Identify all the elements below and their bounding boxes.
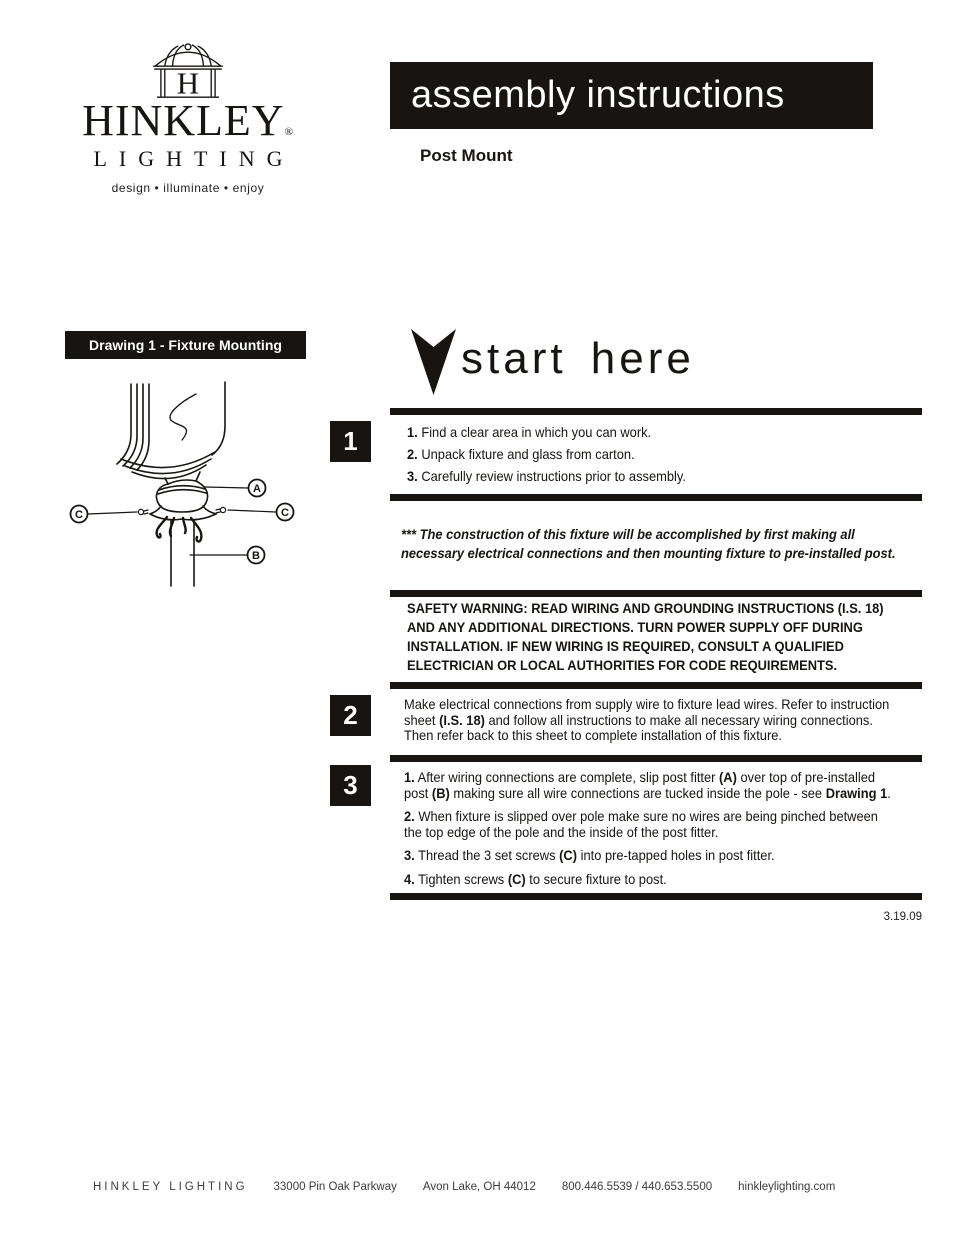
step2-line: Then refer back to this sheet to complete installation of this fixture. bbox=[404, 727, 783, 743]
set-screw-right bbox=[220, 507, 225, 512]
footer-city: Avon Lake, OH 44012 bbox=[422, 1181, 536, 1193]
revision-date: 3.19.09 bbox=[883, 911, 922, 923]
footer bbox=[93, 1181, 873, 1193]
footer-brand: HINKLEY LIGHTING bbox=[93, 1181, 248, 1193]
step1-item: 3. Carefully review instructions prior to assembly. bbox=[407, 468, 686, 484]
drawing-label: Drawing 1 - Fixture Mounting bbox=[65, 331, 306, 359]
step3-line: 1. After wiring connections are complete, slip post fitter (A) over top of pre-installed bbox=[404, 769, 876, 785]
hinkley-logo bbox=[68, 42, 308, 195]
logo-brand bbox=[68, 96, 308, 145]
construction-note bbox=[401, 525, 896, 562]
step3-line: the top edge of the pole and the inside of the post fitter. bbox=[404, 823, 719, 840]
safety-line: ELECTRICIAN OR LOCAL AUTHORITIES FOR CODE REQUIREMENTS. bbox=[407, 657, 838, 673]
step3-item bbox=[404, 770, 891, 801]
step3-line: post (B) making sure all wire connections are tucked inside the pole - see Drawing 1. bbox=[404, 784, 891, 801]
step2-line: sheet (I.S. 18) and follow all instructions to make all necessary wiring connections. bbox=[404, 711, 873, 728]
step-number-3: 3 bbox=[330, 765, 371, 806]
set-screw-left bbox=[138, 509, 143, 514]
callout-c-right-letter: C bbox=[281, 507, 289, 519]
step2-line: Make electrical connections from supply wire to fixture lead wires. Refer to instruction bbox=[404, 696, 890, 712]
step3-line: 2. When fixture is slipped over pole make sure no wires are being pinched between bbox=[404, 808, 878, 824]
safety-warning bbox=[407, 599, 884, 675]
note-line: *** The construction of this fixture will be accomplished by first making all bbox=[401, 526, 855, 542]
down-arrow-icon bbox=[410, 328, 457, 396]
step3-line: 4. Tighten screws (C) to secure fixture to post. bbox=[404, 870, 667, 887]
footer-website: hinkleylighting.com bbox=[738, 1181, 836, 1193]
lantern-h-letter: H bbox=[176, 65, 200, 101]
divider-rule bbox=[390, 494, 922, 501]
divider-rule bbox=[390, 590, 922, 597]
step3-item bbox=[404, 809, 891, 840]
lantern-icon bbox=[142, 42, 234, 102]
glass-reflection bbox=[170, 394, 196, 440]
logo-tagline: design • illuminate • enjoy bbox=[111, 181, 265, 195]
logo-sub-text: LIGHTING bbox=[93, 146, 295, 171]
title-banner bbox=[390, 62, 873, 129]
step1-item: 1. Find a clear area in which you can work. bbox=[407, 424, 652, 440]
start-here-heading: start here bbox=[461, 334, 695, 383]
footer-phone: 800.446.5539 / 440.653.5500 bbox=[561, 1181, 713, 1193]
note-line: necessary electrical connections and then mounting fixture to pre-installed post. bbox=[401, 544, 896, 561]
step3-instructions bbox=[404, 770, 891, 895]
step3-item bbox=[404, 848, 891, 864]
logo-brand-text: HINKLEY bbox=[82, 96, 285, 145]
fixture-body-line bbox=[117, 384, 131, 464]
divider-rule bbox=[390, 682, 922, 689]
divider-rule bbox=[390, 755, 922, 762]
safety-line: INSTALLATION. IF NEW WIRING IS REQUIRED, CONSULT A QUALIFIED bbox=[407, 638, 844, 654]
safety-line: SAFETY WARNING: READ WIRING AND GROUNDING INSTRUCTIONS (I.S. 18) bbox=[407, 600, 884, 616]
callout-c-left-letter: C bbox=[75, 509, 83, 521]
step3-line: 3. Thread the 3 set screws (C) into pre-tapped holes in post fitter. bbox=[404, 847, 775, 863]
step2-instructions bbox=[404, 697, 889, 744]
fixture-drawing bbox=[55, 378, 315, 598]
step-number-1: 1 bbox=[330, 421, 371, 462]
step1-instructions bbox=[407, 421, 686, 487]
divider-rule bbox=[390, 408, 922, 415]
safety-line: AND ANY ADDITIONAL DIRECTIONS. TURN POWER SUPPLY OFF DURING bbox=[407, 619, 863, 635]
registered-mark-icon: ® bbox=[284, 126, 294, 138]
callout-a-letter: A bbox=[253, 483, 261, 495]
product-subtitle: Post Mount bbox=[420, 146, 513, 165]
callout-b-letter: B bbox=[252, 550, 260, 562]
step1-item: 2. Unpack fixture and glass from carton. bbox=[407, 446, 635, 462]
banner-title: assembly instructions bbox=[411, 74, 785, 116]
step3-item bbox=[404, 872, 891, 888]
step-number-2: 2 bbox=[330, 695, 371, 736]
footer-address: 33000 Pin Oak Parkway bbox=[273, 1181, 397, 1193]
